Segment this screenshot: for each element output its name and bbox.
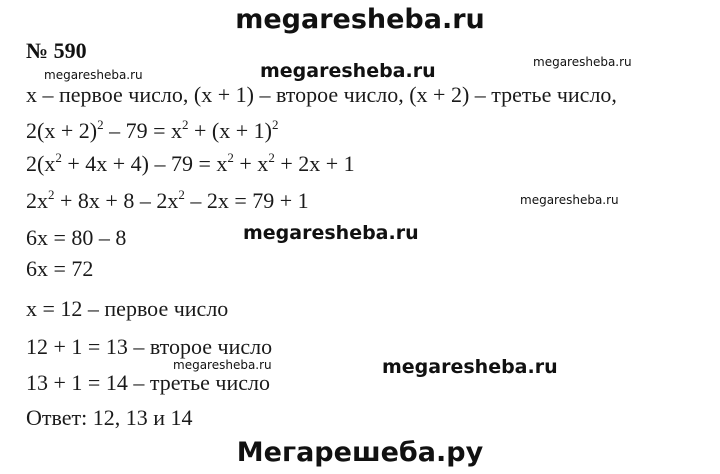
solution-line-4: $2x^2 + 8x + 8 - 2x^2 - 2x = 79 + 1$ [26, 187, 309, 213]
solution-line-6: 6x = 72 [26, 256, 94, 281]
answer-line: Ответ: 12, 13 и 14 [26, 405, 193, 430]
problem-number: № 590 [26, 38, 87, 63]
solution-line-8: 12 + 1 = 13 – второе число [26, 334, 273, 359]
solution-line-3: $2(x^2 + 4x + 4) - 79 = x^2 + x^2 + 2x + 1$ [26, 150, 355, 176]
watermark-small: megaresheba.ru [173, 358, 272, 372]
watermark-small: megaresheba.ru [520, 193, 619, 207]
site-title: megaresheba.ru [235, 4, 485, 35]
watermark-large: megaresheba.ru [260, 60, 436, 82]
solution-line-9: 13 + 1 = 14 – третье число [26, 370, 270, 395]
solution-line-5: 6x = 80 – 8 [26, 225, 127, 250]
solution-line-2: $2(x + 2)^2 - 79 = x^2 + (x + 1)^2$ [26, 117, 279, 143]
solution-line-7: x = 12 – первое число [26, 296, 229, 321]
footer-title: Мегарешеба.ру [236, 437, 484, 468]
watermark-large: megaresheba.ru [243, 222, 419, 244]
watermark-large: megaresheba.ru [382, 356, 558, 378]
watermark-small: megaresheba.ru [44, 68, 143, 82]
solution-line-1: x – первое число, (x + 1) – второе число, (x + 2) – третье число, [26, 82, 617, 107]
watermark-small: megaresheba.ru [533, 55, 632, 69]
